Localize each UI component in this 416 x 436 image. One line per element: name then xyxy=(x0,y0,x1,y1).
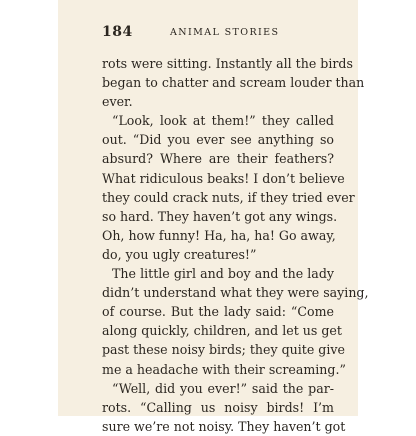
text-line: didn’t understand what they were saying, xyxy=(102,285,369,301)
text-line: absurd? Where are their feathers? xyxy=(102,151,334,167)
text-line: they could crack nuts, if they tried ever xyxy=(102,189,355,205)
body-text xyxy=(102,54,369,436)
book-page xyxy=(58,0,369,434)
text-line: out. “Did you ever see anything so xyxy=(102,132,334,148)
text-line: “Look, look at them!” they called xyxy=(112,113,334,129)
text-line: “Well, did you ever!” said the par- xyxy=(112,380,334,396)
text-line: so hard. They haven’t got any wings. xyxy=(102,208,338,224)
text-line: rots were sitting. Instantly all the birds xyxy=(102,56,353,71)
text-line: of course. But the lady said: “Come xyxy=(102,304,334,320)
text-line: began to chatter and scream louder than xyxy=(102,75,365,91)
running-head xyxy=(102,24,334,44)
text-line: What ridiculous beaks! I don’t believe xyxy=(102,170,345,186)
text-line: sure we’re not noisy. They haven’t got xyxy=(102,418,346,434)
text-line: Oh, how funny! Ha, ha, ha! Go away, xyxy=(102,227,336,243)
text-line: The little girl and boy and the lady xyxy=(112,266,334,282)
text-line: past these noisy birds; they quite give xyxy=(102,342,345,358)
text-line: ever. xyxy=(102,94,133,110)
text-line: do, you ugly creatures!” xyxy=(102,246,257,262)
text-line: along quickly, children, and let us get xyxy=(102,323,342,339)
text-line: rots. “Calling us noisy birds! I’m xyxy=(102,399,334,415)
page-number: 184 xyxy=(102,24,133,40)
running-title: ANIMAL STORIES xyxy=(170,27,280,38)
text-line: me a headache with their screaming.” xyxy=(102,361,346,377)
